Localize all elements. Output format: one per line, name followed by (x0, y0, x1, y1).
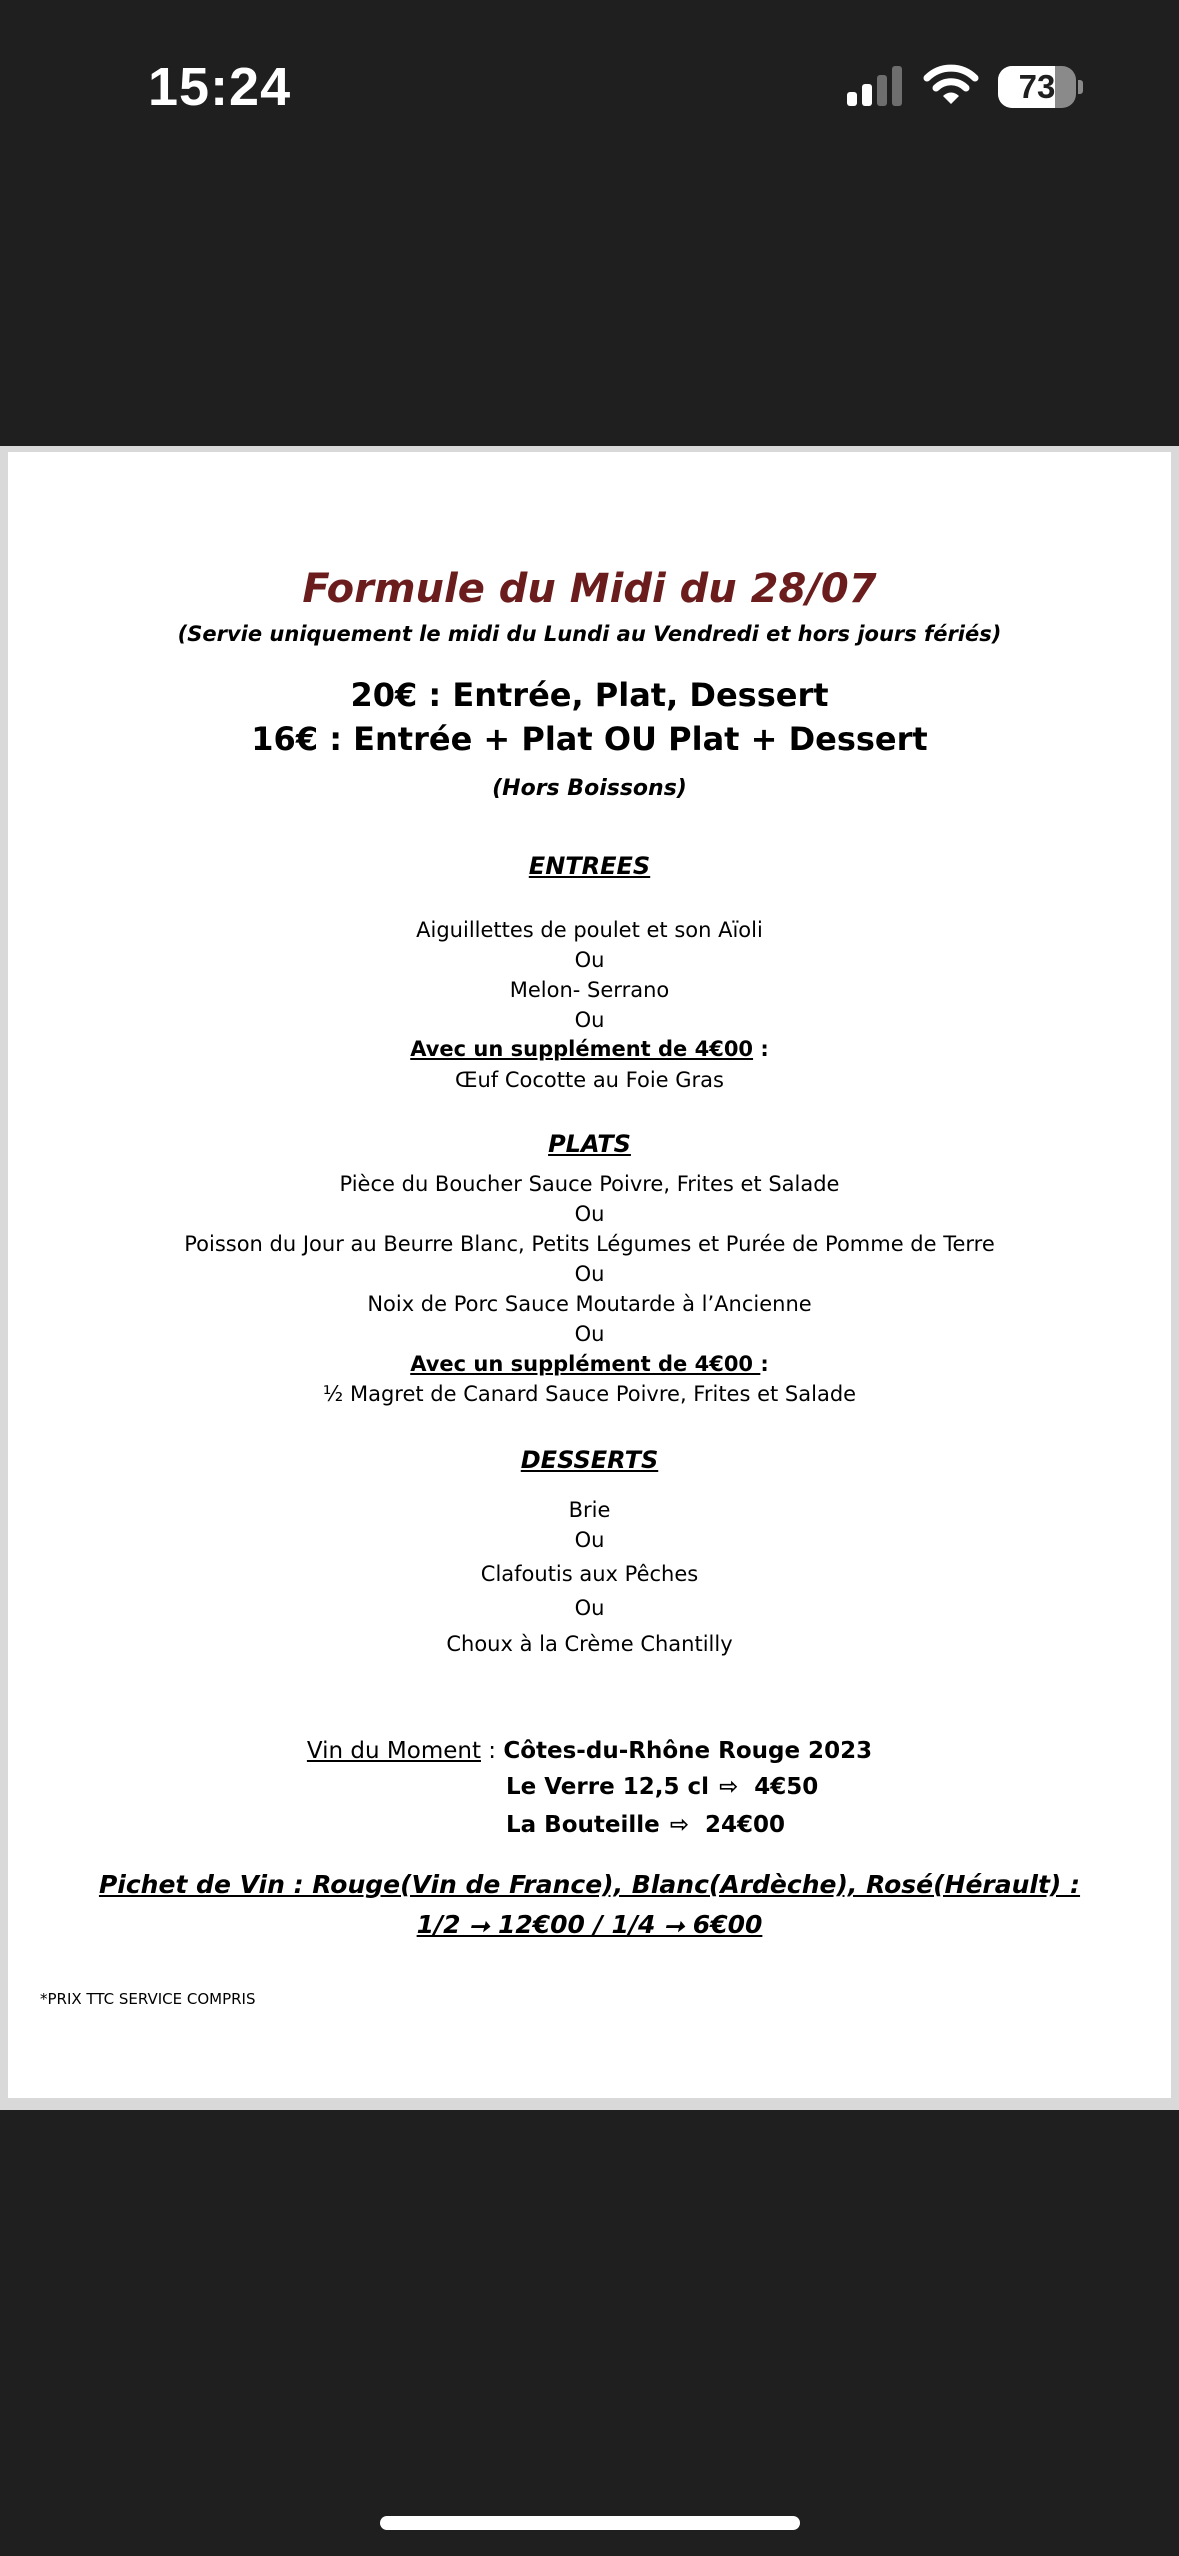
arrow-right-icon: ⇨ (669, 1812, 690, 1838)
plat-item: Pièce du Boucher Sauce Poivre, Frites et Salade (339, 1172, 840, 1196)
entree-supplement-colon: : (753, 1037, 769, 1061)
wine-of-the-moment (0, 1738, 1179, 1764)
glass-label: Le Verre 12,5 cl (506, 1774, 709, 1800)
entree-supplement (0, 1037, 1179, 1061)
wine-separator: : (480, 1738, 504, 1764)
entree-item: Melon- Serrano (509, 978, 670, 1002)
home-indicator[interactable] (380, 2516, 800, 2530)
entrees-heading: ENTREES (528, 852, 651, 880)
menu-title: Formule du Midi du 28/07 (302, 566, 877, 612)
entree-item: Aiguillettes de poulet et son Aïoli (416, 918, 763, 942)
plat-or: Ou (574, 1322, 605, 1346)
plat-supplement-label: Avec un supplément de 4€00 (410, 1352, 761, 1376)
desserts-heading: DESSERTS (520, 1446, 659, 1474)
price-line-partial: 16€ : Entrée + Plat OU Plat + Dessert (251, 720, 928, 758)
price-line-full: 20€ : Entrée, Plat, Dessert (350, 676, 829, 714)
plat-item: Poisson du Jour au Beurre Blanc, Petits Légumes et Purée de Pomme de Terre (184, 1232, 995, 1256)
drinks-note: (Hors Boissons) (492, 776, 687, 801)
cellular-signal-icon (845, 64, 905, 108)
dessert-or: Ou (574, 1596, 605, 1620)
entree-or: Ou (574, 948, 605, 972)
dessert-or: Ou (574, 1528, 605, 1552)
wine-name: Côtes-du-Rhône Rouge 2023 (503, 1738, 873, 1764)
bottle-label: La Bouteille (506, 1812, 660, 1838)
pichet-prices: 1/2 ⭢ 12€00 / 1/4 ⭢ 6€00 (416, 1910, 763, 1939)
plat-supplement (0, 1352, 1179, 1376)
dessert-item: Clafoutis aux Pêches (480, 1562, 699, 1586)
wine-glass-price-row (506, 1774, 818, 1800)
entree-supplement-label: Avec un supplément de 4€00 (410, 1037, 754, 1061)
battery-nub (1078, 80, 1083, 94)
bottle-price: 24€00 (705, 1812, 786, 1838)
menu-subtitle: (Servie uniquement le midi du Lundi au Vendredi et hors jours fériés) (177, 622, 1002, 646)
plat-supplement-colon: : (760, 1352, 769, 1376)
plat-or: Ou (574, 1202, 605, 1226)
dessert-item: Choux à la Crème Chantilly (446, 1632, 733, 1656)
dessert-item: Brie (568, 1498, 611, 1522)
plat-item: Noix de Porc Sauce Moutarde à l’Ancienne (367, 1292, 812, 1316)
entree-or: Ou (574, 1008, 605, 1032)
arrow-right-icon: ⇨ (718, 1774, 739, 1800)
battery-percentage: 73 (1018, 68, 1056, 105)
wifi-icon (923, 62, 979, 108)
status-time: 15:24 (148, 57, 292, 117)
plats-heading: PLATS (548, 1130, 631, 1158)
plat-or: Ou (574, 1262, 605, 1286)
plat-supplement-item: ½ Magret de Canard Sauce Poivre, Frites et Salade (322, 1382, 857, 1406)
entree-supplement-item: Œuf Cocotte au Foie Gras (455, 1068, 724, 1092)
wine-label: Vin du Moment (306, 1738, 481, 1764)
battery-indicator (998, 66, 1076, 108)
wine-bottle-price-row (506, 1812, 785, 1838)
footnote: *PRIX TTC SERVICE COMPRIS (40, 1990, 256, 2008)
pichet-line: Pichet de Vin : Rouge(Vin de France), Blanc(Ardèche), Rosé(Hérault) : (98, 1870, 1081, 1899)
glass-price: 4€50 (754, 1774, 819, 1800)
